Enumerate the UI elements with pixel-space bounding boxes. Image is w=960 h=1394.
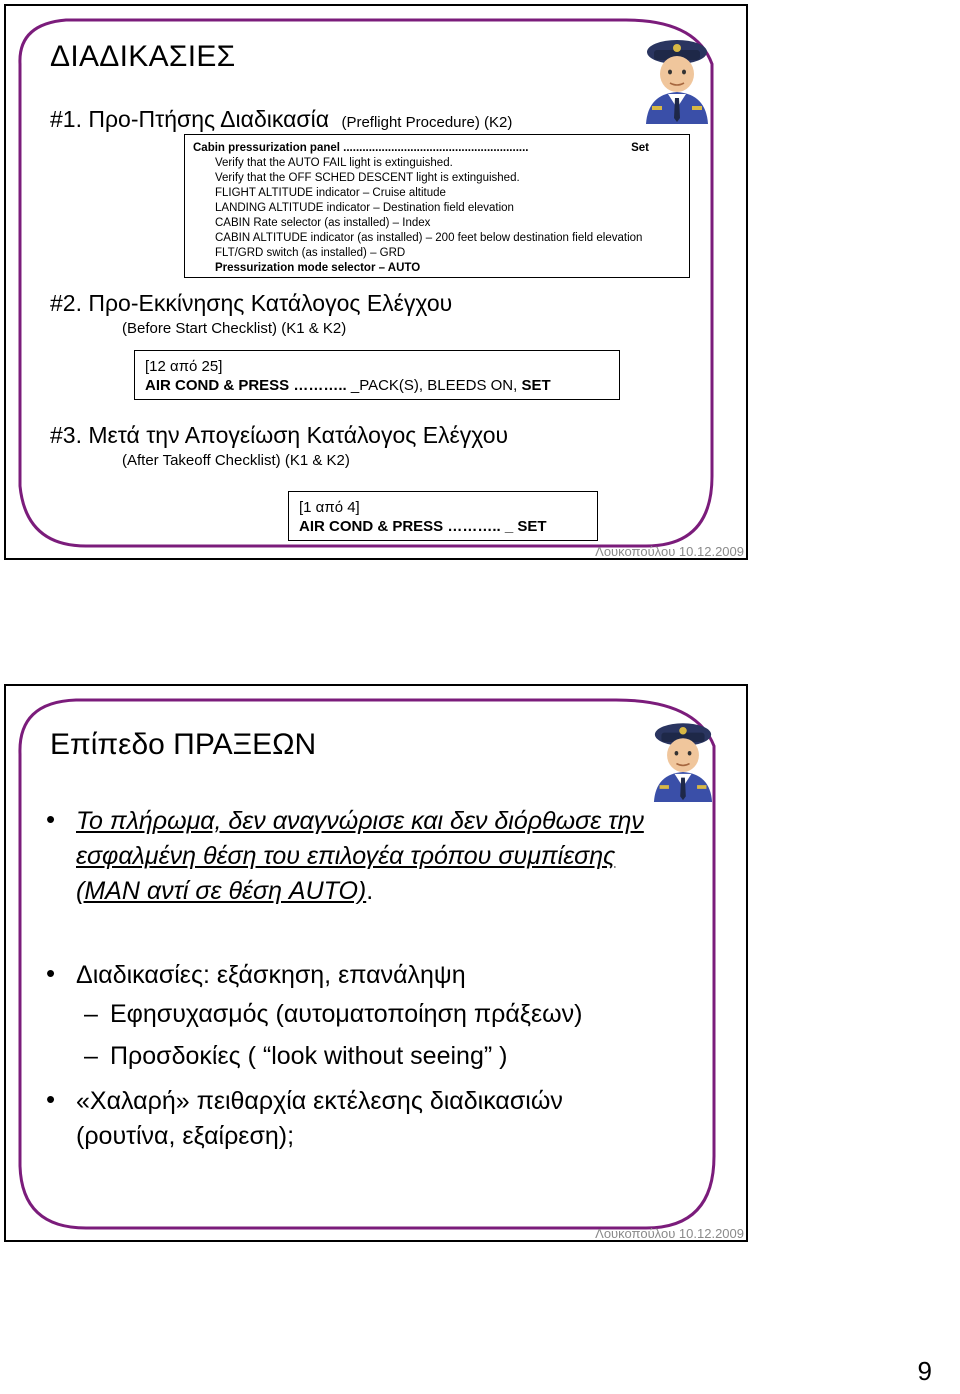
- before-start-checklist-box: [134, 350, 620, 400]
- slide-2: [4, 684, 748, 1242]
- checklist-item-label: AIR COND & PRESS: [299, 518, 444, 535]
- checklist-item-label: AIR COND & PRESS: [145, 377, 290, 394]
- slide-1: [4, 4, 748, 560]
- section-3-heading: #3. Μετά την Απογείωση Κατάλογος Ελέγχου: [50, 422, 509, 448]
- proc-line-6: CABIN Rate selector (as installed) – Index: [215, 217, 431, 229]
- bullet-3-text: [76, 1084, 563, 1154]
- sub-bullet-2-text: Προσδοκίες ( “look without seeing” ): [110, 1042, 508, 1070]
- section-2-subheading: (Before Start Checklist) (K1 & K2): [122, 320, 347, 337]
- checklist-item-dots: ………..: [289, 377, 351, 394]
- bullet-2-text: Διαδικασίες: εξάσκηση, επανάληψη: [76, 961, 466, 989]
- checklist-item-value: _ SET: [504, 518, 547, 535]
- bullet-3-line-2: (ρουτίνα, εξαίρεση);: [76, 1122, 295, 1150]
- bullet-3-line-1: «Χαλαρή» πειθαρχία εκτέλεσης διαδικασιών: [76, 1087, 563, 1115]
- page-title: Επίπεδο ΠΡΑΞΕΩΝ: [50, 728, 317, 761]
- section-1-subheading: (Preflight Procedure) (K2): [341, 114, 513, 131]
- checklist-item-value-set: SET: [521, 377, 551, 394]
- bullet-1-tail: .: [366, 877, 374, 905]
- proc-line-9: Pressurization mode selector – AUTO: [215, 262, 421, 274]
- pilot-avatar-icon: [646, 712, 720, 802]
- proc-line-5: LANDING ALTITUDE indicator – Destination field elevation: [215, 202, 514, 214]
- slide-footer: Λουκοπούλου 10.12.2009: [595, 1226, 744, 1241]
- section-3-subheading: (After Takeoff Checklist) (K1 & K2): [122, 452, 350, 469]
- bullet-marker: •: [46, 1084, 56, 1114]
- sub-bullet-1-text: Εφησυχασμός (αυτοματοποίηση πράξεων): [110, 1000, 583, 1028]
- bullet-marker: •: [46, 958, 56, 988]
- sub-bullet-marker: –: [84, 1000, 98, 1028]
- bullet-marker: •: [46, 804, 56, 834]
- slide-footer: Λουκοπούλου 10.12.2009: [595, 544, 744, 559]
- section-2-heading: #2. Προ-Εκκίνησης Κατάλογος Ελέγχου: [50, 290, 453, 316]
- checklist-item: [145, 376, 619, 395]
- after-takeoff-checklist-box: [288, 491, 598, 541]
- page-number: 9: [917, 1356, 932, 1386]
- checklist-item-dots: ………..: [443, 518, 505, 535]
- checklist-item: [299, 517, 597, 536]
- sub-bullet-marker: –: [84, 1042, 98, 1070]
- proc-line-1-label: Cabin pressurization panel ..........................................................: [193, 142, 529, 154]
- bullet-1-line-2: εσφαλμένη θέση του επιλογέα τρόπου συμπίεσης: [76, 842, 616, 870]
- proc-line-3: Verify that the OFF SCHED DESCENT light is extinguished.: [215, 172, 520, 184]
- proc-line-1: [193, 141, 689, 156]
- section-1-header: [50, 106, 512, 133]
- bullet-1-text: [76, 804, 644, 909]
- page-title: ΔΙΑΔΙΚΑΣΙΕΣ: [50, 40, 236, 73]
- pilot-avatar-icon: [638, 28, 716, 124]
- checklist-count: [1 από 4]: [299, 499, 360, 516]
- bullet-1-line-3: (MAN αντί σε θέση AUTO): [76, 877, 367, 905]
- slide-1-frame: [6, 6, 746, 558]
- preflight-procedure-box: [184, 134, 690, 278]
- section-1-heading: #1. Προ-Πτήσης Διαδικασία: [50, 106, 329, 132]
- checklist-item-value: _PACK(S), BLEEDS ON,: [350, 377, 522, 394]
- proc-line-8: FLT/GRD switch (as installed) – GRD: [215, 247, 406, 259]
- proc-line-7: CABIN ALTITUDE indicator (as installed) – 200 feet below destination field elevation: [215, 232, 643, 244]
- proc-line-4: FLIGHT ALTITUDE indicator – Cruise altitude: [215, 187, 446, 199]
- checklist-count: [12 από 25]: [145, 358, 223, 375]
- proc-line-1-value: Set: [631, 142, 649, 154]
- proc-line-2: Verify that the AUTO FAIL light is extinguished.: [215, 157, 453, 169]
- bullet-1-line-1: Το πλήρωμα, δεν αναγνώρισε και δεν διόρθωσε την: [76, 807, 644, 835]
